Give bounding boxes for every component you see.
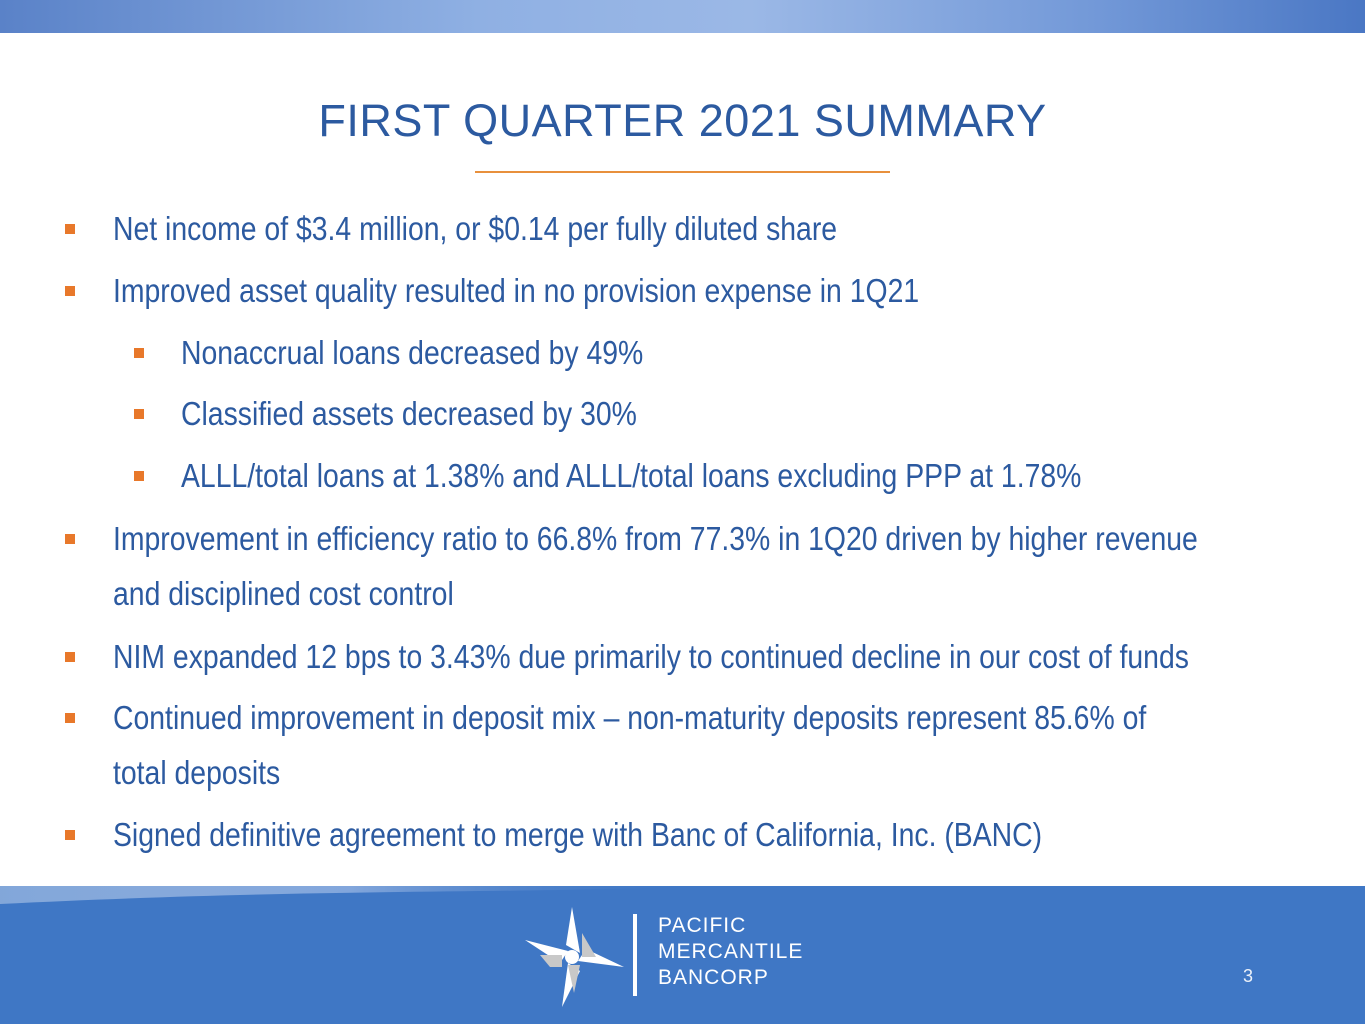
- sub-bullet-item: [181, 386, 711, 441]
- bullet-item: [113, 629, 1364, 684]
- square-bullet-icon: [65, 286, 75, 296]
- square-bullet-icon: [65, 830, 75, 840]
- logo-line-2: MERCANTILE: [658, 940, 804, 963]
- logo-line-3: BANCORP: [658, 966, 769, 989]
- slide-title: FIRST QUARTER 2021 SUMMARY: [318, 95, 1047, 146]
- company-logo: [520, 905, 880, 1015]
- square-bullet-icon: [65, 713, 75, 723]
- sub-bullet-item: [181, 448, 1228, 503]
- square-bullet-icon: [65, 652, 75, 662]
- bullet-text: Signed definitive agreement to merge with Banc of California, Inc. (BANC): [113, 816, 1043, 853]
- bullet-text: Classified assets decreased by 30%: [181, 395, 637, 432]
- square-bullet-icon: [134, 348, 144, 358]
- bullet-text: Improvement in efficiency ratio to 66.8% from 77.3% in 1Q20 driven by higher revenue: [113, 520, 1198, 557]
- square-bullet-icon: [65, 224, 75, 234]
- bullet-text: Continued improvement in deposit mix – non-maturity deposits represent 85.6% of: [113, 699, 1147, 736]
- title-underline: [475, 171, 890, 173]
- bullet-item: [113, 201, 955, 256]
- logo-line-1: PACIFIC: [658, 914, 747, 937]
- bullet-item: [113, 511, 1365, 621]
- top-decorative-band: [0, 0, 1365, 33]
- logo-wordmark: [658, 913, 803, 991]
- bullet-text-continuation: total deposits: [113, 754, 281, 791]
- bullet-text: Improved asset quality resulted in no provision expense in 1Q21: [113, 272, 920, 309]
- page-number: 3: [1243, 966, 1254, 986]
- square-bullet-icon: [65, 534, 75, 544]
- square-bullet-icon: [134, 409, 144, 419]
- bullet-item: [113, 263, 1050, 318]
- bullet-text-continuation: and disciplined cost control: [113, 575, 454, 612]
- bullet-item: [113, 690, 1314, 800]
- pacific-mercantile-star-icon: [520, 905, 625, 1010]
- square-bullet-icon: [134, 471, 144, 481]
- bullet-text: ALLL/total loans at 1.38% and ALLL/total loans excluding PPP at 1.78%: [181, 457, 1082, 494]
- logo-divider: [633, 914, 637, 996]
- bullet-text: Net income of $3.4 million, or $0.14 per fully diluted share: [113, 210, 838, 247]
- bullet-text: Nonaccrual loans decreased by 49%: [181, 334, 644, 371]
- bullet-item: [113, 807, 1193, 862]
- sub-bullet-item: [181, 325, 719, 380]
- bullet-text: NIM expanded 12 bps to 3.43% due primarily to continued decline in our cost of funds: [113, 638, 1189, 675]
